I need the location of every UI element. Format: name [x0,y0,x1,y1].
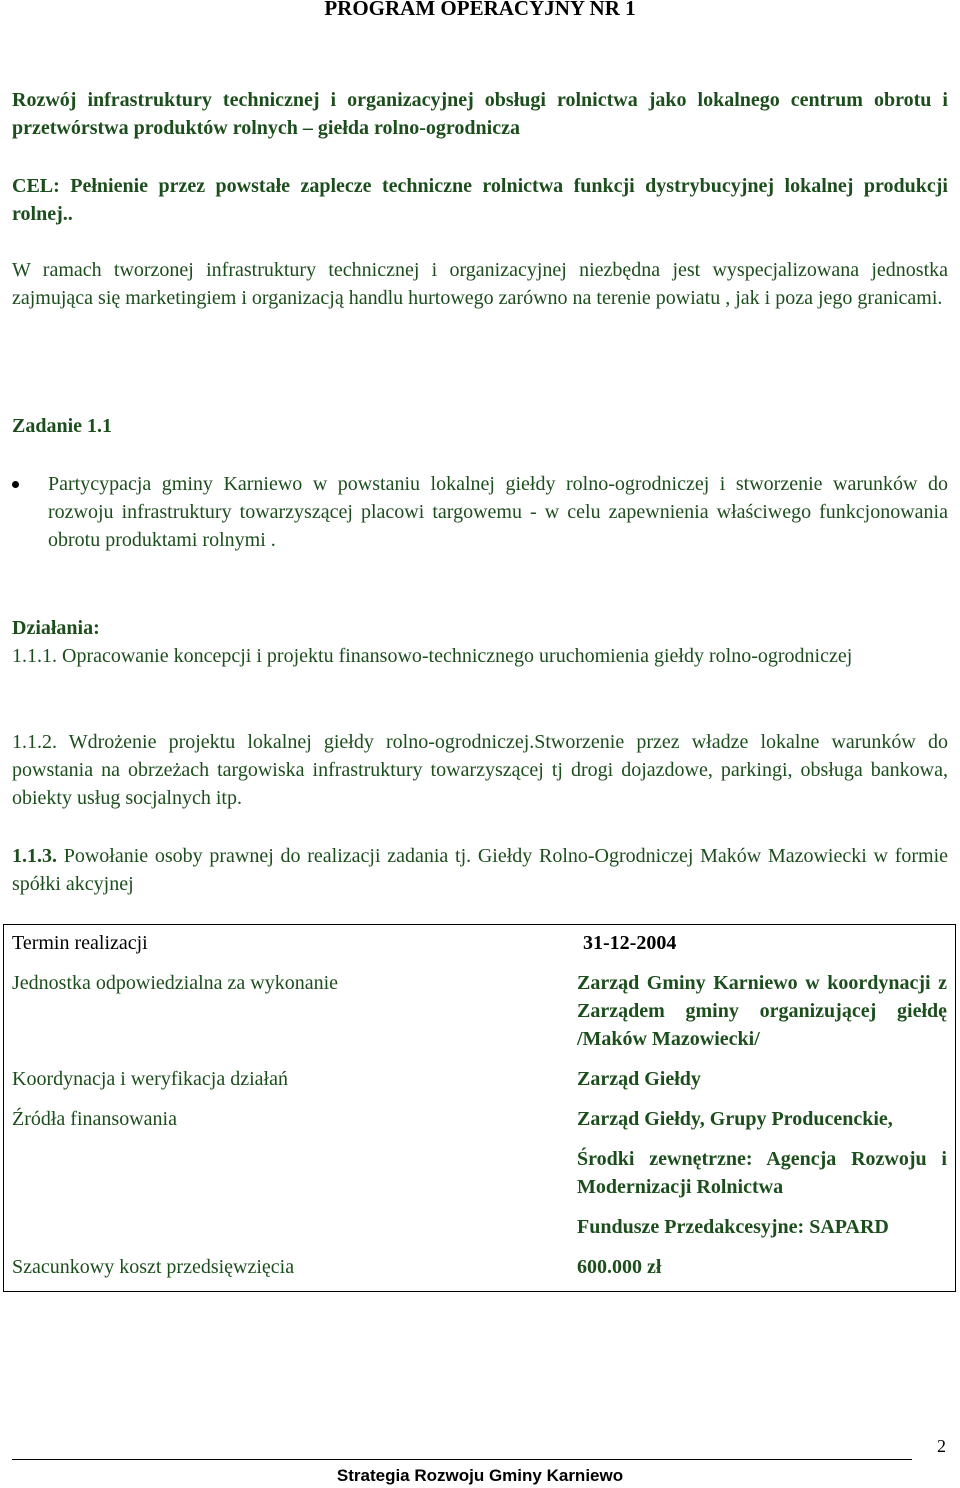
table-row [4,1065,956,1105]
task-title: Zadanie 1.1 [12,415,113,437]
footer-text: Strategia Rozwoju Gminy Karniewo [336,1466,624,1485]
bullet-icon [12,481,19,488]
table-row [4,965,956,1065]
term-value: 31-12-2004 [583,932,677,954]
program-heading: Rozwój infrastruktury technicznej i organizacyjnej obsługi rolnictwa jako lokalnego centrum obrotu i przetwórstwa produktów rolnych – giełda rolno-ogrodnicza [12,89,948,139]
table-row [4,1253,956,1292]
funding-value [569,1105,956,1253]
funding-label: Źródła finansowania [12,1108,177,1130]
implementation-table [3,924,956,1292]
action-1-1-3 [12,842,948,898]
task-bullet-item [0,470,960,554]
coordination-value: Zarząd Giełdy [577,1068,701,1090]
coordination-label: Koordynacja i weryfikacja działań [12,1068,288,1090]
action-1-1-2-number: 1.1.2. [12,731,57,753]
action-1-1-1: 1.1.1. Opracowanie koncepcji i projektu finansowo-technicznego uruchomienia giełdy rolno-ogrodniczej [12,645,853,667]
funding-source-1: Zarząd Giełdy, Grupy Producenckie, [577,1108,893,1130]
funding-source-3: Fundusze Przedakcesyjne: SAPARD [577,1216,889,1238]
task-bullet-text: Partycypacja gminy Karniewo w powstaniu lokalnej giełdy rolno-ogrodniczej i stworzenie warunków do rozwoju infrastruktury towarzyszącej placowi targowemu - w celu zapewnienia właściwego funkcjonowania obrotu produktami rolnymi . [48,473,948,551]
page-title: PROGRAM OPERACYJNY NR 1 [324,0,636,20]
actions-title: Działania: [12,617,100,639]
action-1-1-3-number: 1.1.3. [12,845,57,867]
action-1-1-2-text: Wdrożenie projektu lokalnej giełdy rolno-ogrodniczej.Stworzenie przez władze lokalne warunków do powstania na obrzeżach targowiska infrastruktury towarzyszącej tj drogi dojazdowe, parkingi, obsługa bankowa, obiekty usług socjalnych itp. [12,731,948,809]
action-1-1-2 [12,728,948,812]
cost-label: Szacunkowy koszt przedsięwzięcia [12,1256,295,1278]
unit-value: Zarząd Gminy Karniewo w koordynacji z Zarządem gminy organizującej giełdę /Maków Mazowiecki/ [577,972,947,1050]
action-1-1-3-text: Powołanie osoby prawnej do realizacji zadania tj. Giełdy Rolno-Ogrodniczej Maków Mazowiecki w formie spółki akcyjnej [12,845,948,895]
table-row [4,1105,956,1253]
term-label: Termin realizacji [12,932,148,954]
program-description: W ramach tworzonej infrastruktury technicznej i organizacyjnej niezbędna jest wyspecjalizowana jednostka zajmująca się marketingiem i organizacją handlu hurtowego zarówno na terenie powiatu , jak i poza jego granicami. [12,259,948,309]
funding-source-2: Środki zewnętrzne: Agencja Rozwoju i Modernizacji Rolnictwa [577,1148,947,1198]
program-goal: CEL: Pełnienie przez powstałe zaplecze techniczne rolnictwa funkcji dystrybucyjnej lokalnej produkcji rolnej.. [12,175,948,225]
table-row [4,925,956,966]
footer-divider [12,1459,912,1460]
page-number: 2 [937,1436,946,1456]
unit-label: Jednostka odpowiedzialna za wykonanie [12,972,339,994]
cost-value: 600.000 zł [577,1256,662,1278]
